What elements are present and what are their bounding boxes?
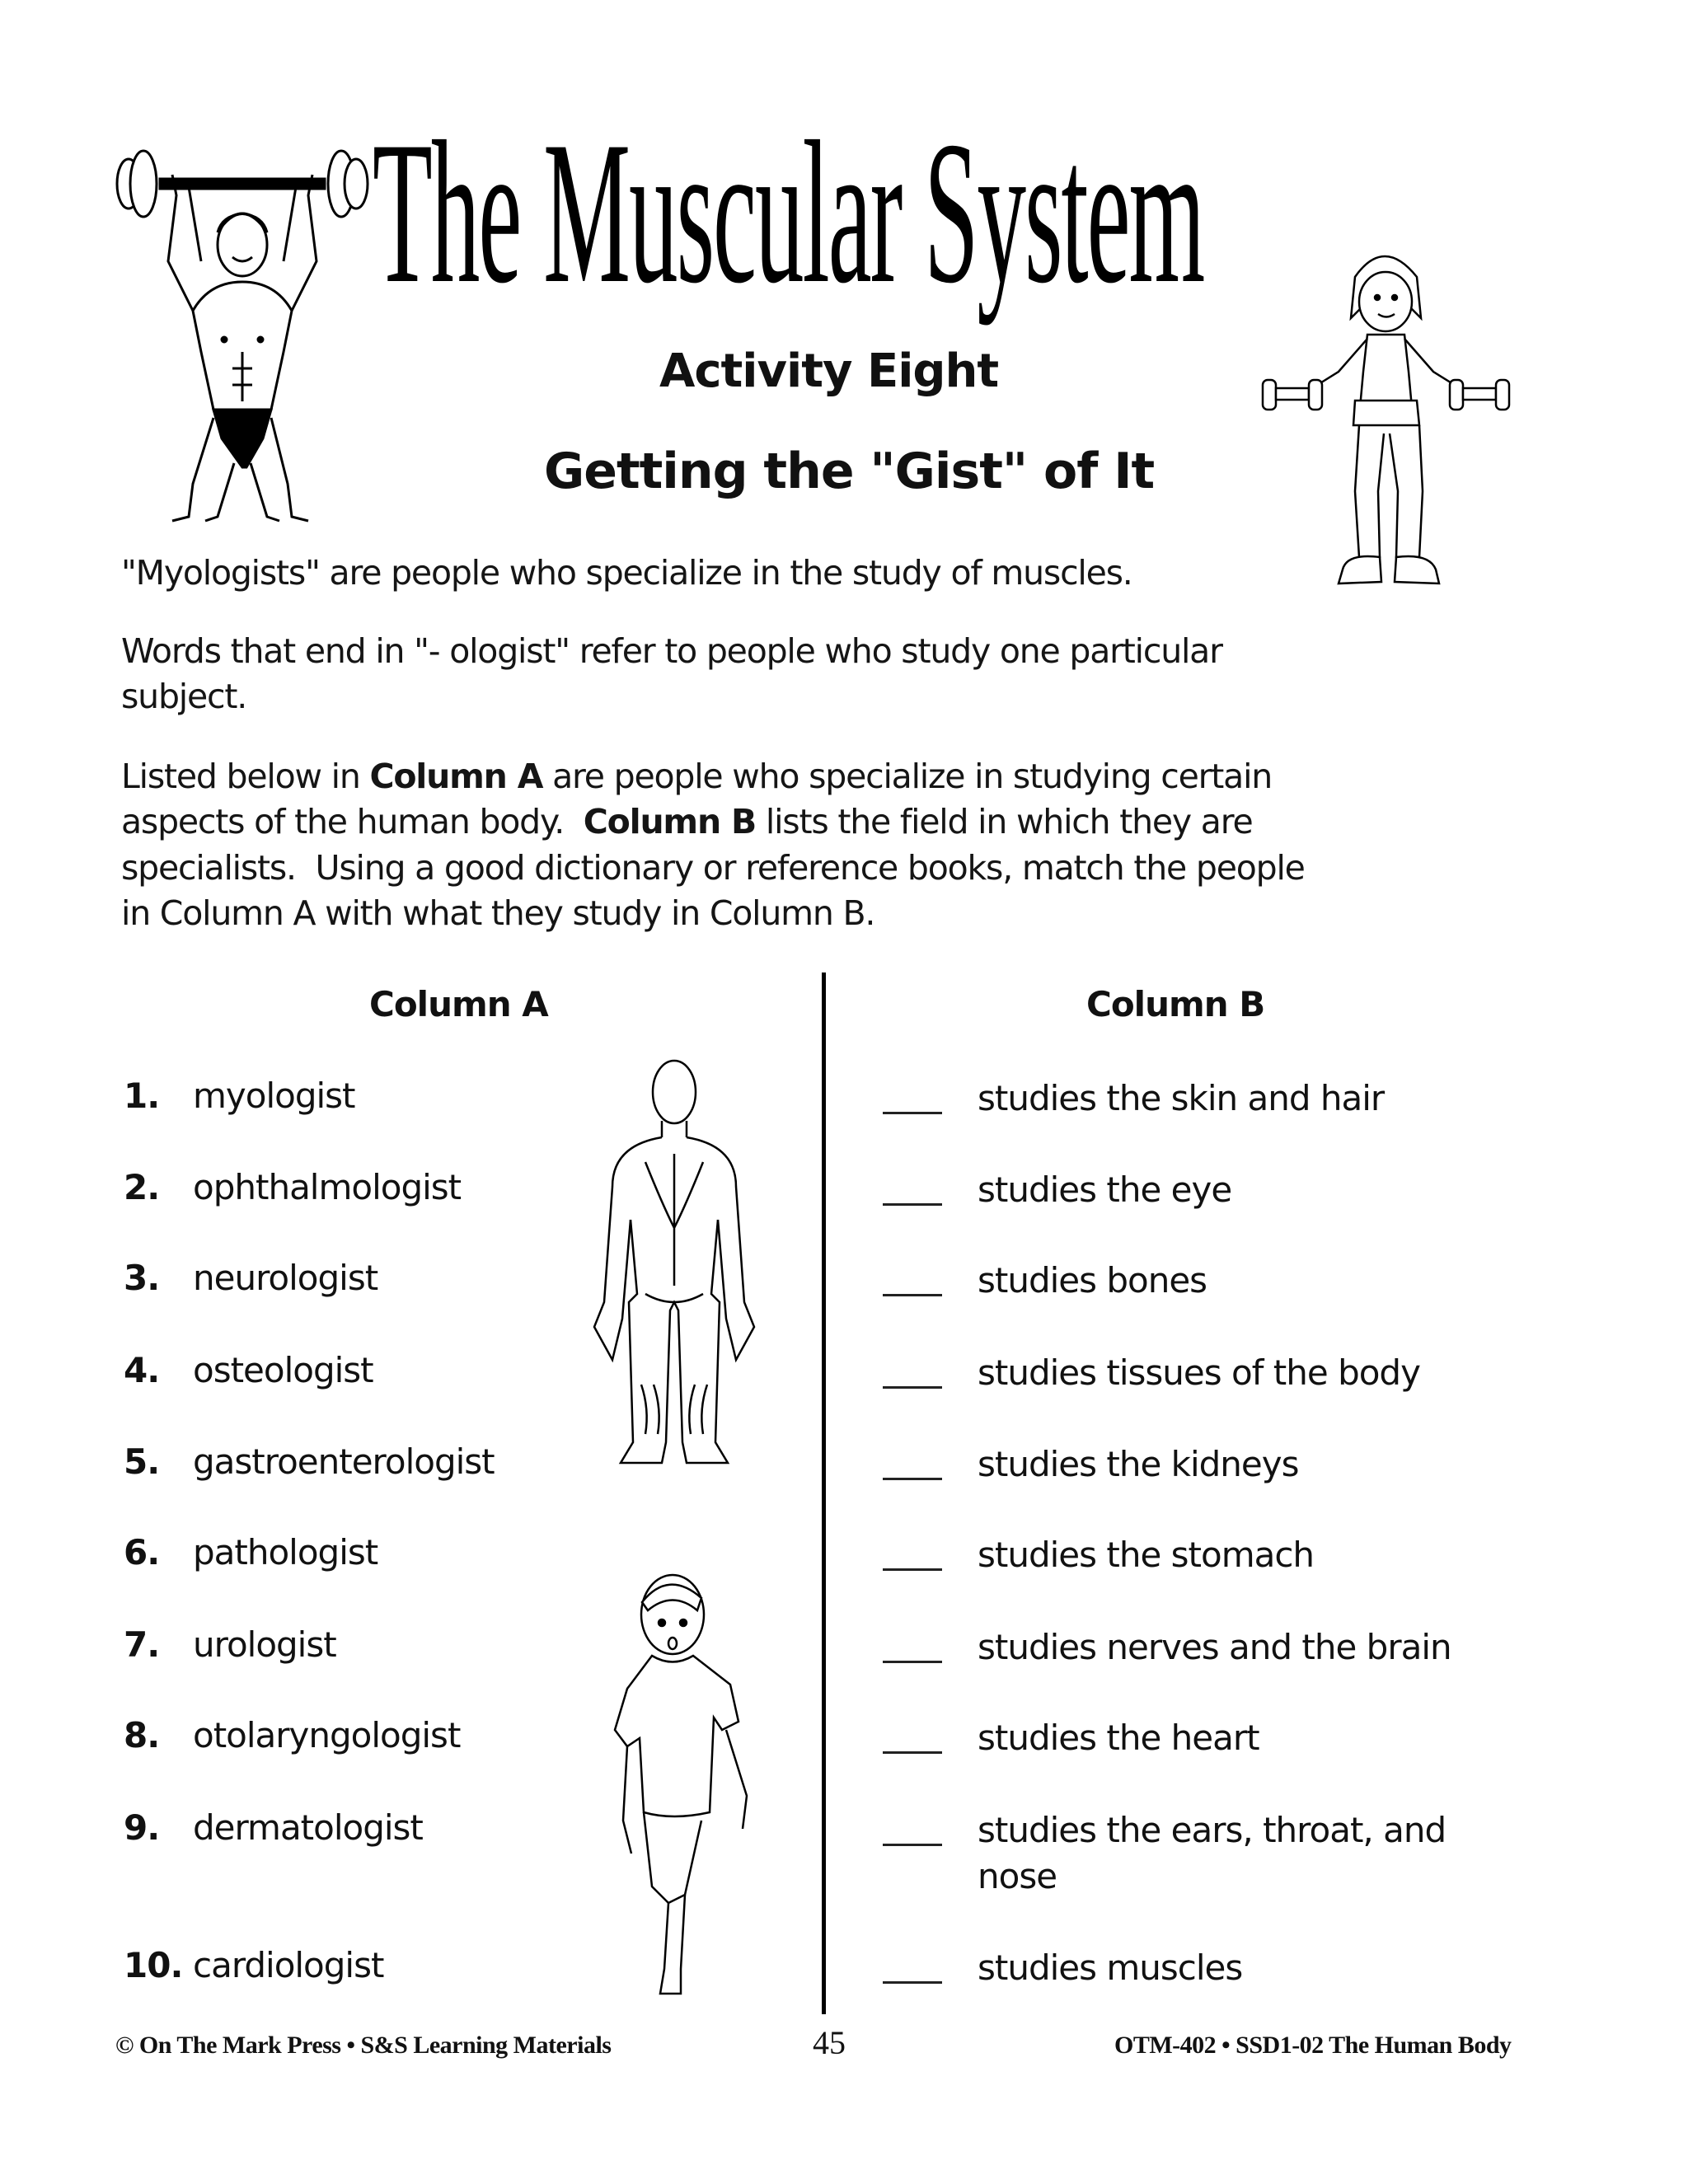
text: aspects of the human body. xyxy=(121,802,584,841)
item-number: 3. xyxy=(124,1258,160,1298)
text: lists the field in which they are xyxy=(756,802,1253,841)
answer-blank[interactable] xyxy=(883,1386,942,1389)
item-number: 9. xyxy=(124,1807,160,1848)
item-term: myologist xyxy=(193,1076,355,1116)
bold-column-b: Column B xyxy=(583,802,757,841)
item-description: studies muscles xyxy=(978,1947,1243,1988)
item-number: 10. xyxy=(124,1945,183,1985)
intro-paragraph-3-line-1 xyxy=(121,754,1522,799)
bold-column-a: Column A xyxy=(369,757,543,796)
column-a-item xyxy=(124,1167,461,1207)
column-a-item xyxy=(124,1350,373,1390)
item-term: osteologist xyxy=(193,1350,373,1390)
text: are people who specialize in studying certain xyxy=(542,757,1273,796)
answer-blank[interactable] xyxy=(883,1661,942,1663)
item-number: 2. xyxy=(124,1167,160,1207)
item-number: 1. xyxy=(124,1076,160,1116)
item-description: studies the heart xyxy=(978,1718,1259,1758)
item-term: cardiologist xyxy=(193,1945,384,1985)
item-term: gastroenterologist xyxy=(193,1441,495,1482)
intro-paragraph-1: "Myologists" are people who specialize in the study of muscles. xyxy=(121,553,1132,593)
intro-paragraph-3-line-3: specialists. Using a good dictionary or reference books, match the people xyxy=(121,848,1305,888)
answer-blank[interactable] xyxy=(883,1981,942,1984)
footer-publisher: © On The Mark Press • S&S Learning Materials xyxy=(115,2032,612,2059)
item-number: 4. xyxy=(124,1350,160,1390)
intro-paragraph-2-line-2: subject. xyxy=(121,677,247,716)
column-a-header: Column A xyxy=(369,984,548,1024)
item-term: otolaryngologist xyxy=(193,1715,461,1755)
column-a-item xyxy=(124,1441,495,1482)
answer-blank[interactable] xyxy=(883,1751,942,1754)
title-text: The Muscular System xyxy=(373,99,1204,326)
page-number: 45 xyxy=(813,2024,846,2061)
answer-blank[interactable] xyxy=(883,1112,942,1114)
column-a-item xyxy=(124,1258,377,1298)
intro-paragraph-2-line-1: Words that end in "- ologist" refer to people who study one particular xyxy=(121,631,1222,671)
footer-product-code: OTM-402 • SSD1-02 The Human Body xyxy=(1114,2032,1512,2059)
running-boy-icon xyxy=(586,1565,792,2002)
answer-blank[interactable] xyxy=(883,1203,942,1206)
item-description: studies the eye xyxy=(978,1169,1232,1210)
answer-blank[interactable] xyxy=(883,1478,942,1480)
column-b-header: Column B xyxy=(1086,984,1265,1024)
girl-with-dumbbells-icon xyxy=(1248,227,1520,607)
item-term: neurologist xyxy=(193,1258,378,1298)
activity-subtitle: Getting the "Gist" of It xyxy=(544,443,1155,500)
activity-label: Activity Eight xyxy=(659,344,999,398)
column-a-item xyxy=(124,1945,383,1985)
column-a-item xyxy=(124,1532,377,1572)
back-muscle-anatomy-icon xyxy=(579,1055,769,1492)
item-description: studies the kidneys xyxy=(978,1444,1299,1484)
item-description: studies the stomach xyxy=(978,1535,1315,1575)
item-description: studies the ears, throat, and nose xyxy=(978,1810,1447,1896)
item-term: urologist xyxy=(193,1624,336,1665)
item-number: 7. xyxy=(124,1624,160,1665)
column-a-item xyxy=(124,1076,355,1116)
item-number: 5. xyxy=(124,1441,160,1482)
item-description: studies tissues of the body xyxy=(978,1352,1420,1393)
text: Listed below in xyxy=(121,757,370,796)
item-description: studies nerves and the brain xyxy=(978,1627,1451,1667)
column-a-item xyxy=(124,1715,460,1755)
item-number: 6. xyxy=(124,1532,160,1572)
item-term: pathologist xyxy=(193,1532,378,1572)
page-title xyxy=(373,99,1292,326)
intro-paragraph-3-line-4: in Column A with what they study in Column B. xyxy=(121,893,875,933)
answer-blank[interactable] xyxy=(883,1568,942,1571)
weightlifter-man-icon xyxy=(110,138,374,525)
item-description: studies the skin and hair xyxy=(978,1078,1385,1118)
column-divider xyxy=(822,972,826,2014)
column-a-item xyxy=(124,1624,336,1665)
item-term: ophthalmologist xyxy=(193,1167,462,1207)
item-number: 8. xyxy=(124,1715,160,1755)
item-description: studies bones xyxy=(978,1260,1207,1301)
answer-blank[interactable] xyxy=(883,1294,942,1296)
item-term: dermatologist xyxy=(193,1807,423,1848)
answer-blank[interactable] xyxy=(883,1844,942,1846)
intro-paragraph-3-line-2 xyxy=(121,799,1522,845)
column-a-item xyxy=(124,1807,423,1848)
